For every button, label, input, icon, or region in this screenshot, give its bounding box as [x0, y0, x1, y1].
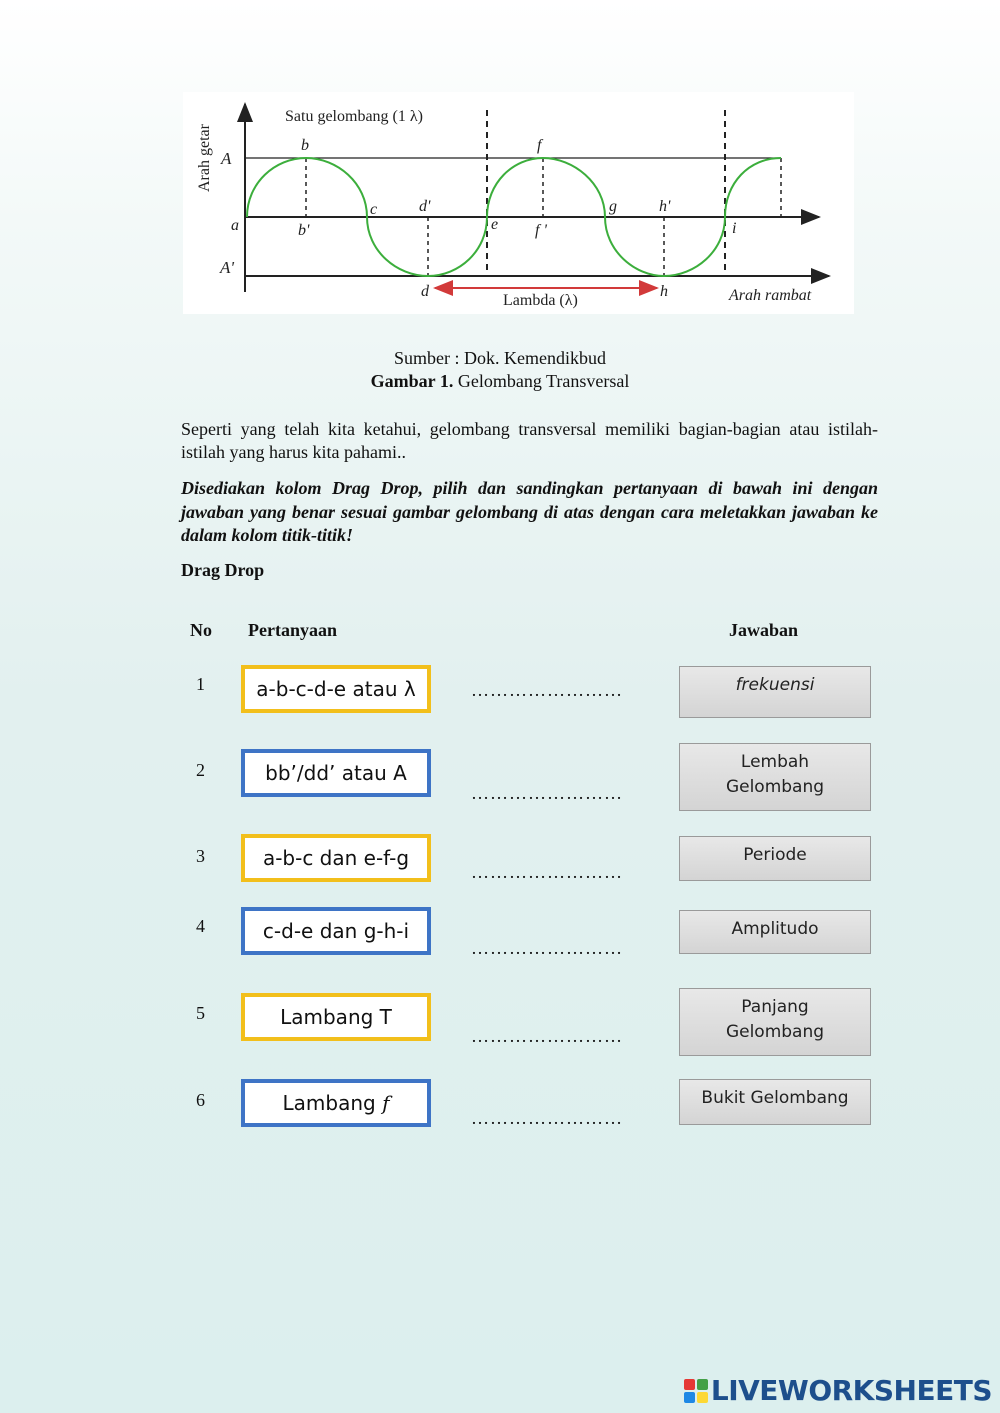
caption-title	[0, 370, 1000, 393]
label-e: e	[491, 216, 499, 233]
answer-label: Periode	[743, 845, 807, 865]
label-h-prime: h'	[659, 198, 671, 215]
answer-drop-zone[interactable]: ……………………	[471, 862, 623, 882]
row-number: 1	[196, 674, 205, 694]
label-b: b	[301, 137, 309, 154]
label-i: i	[732, 220, 737, 237]
answer-tile[interactable]	[679, 743, 871, 811]
caption-text: Gelombang Transversal	[457, 371, 630, 391]
row-number: 5	[196, 1003, 205, 1023]
row-number: 2	[196, 760, 205, 780]
question-box: c-d-e dan g-h-i	[241, 907, 431, 955]
header-question: Pertanyaan	[248, 620, 337, 640]
logo-square	[697, 1392, 708, 1403]
figure-caption	[0, 347, 1000, 393]
label-a: a	[231, 217, 239, 234]
instruction-paragraph: Disediakan kolom Drag Drop, pilih dan sandingkan pertanyaan di bawah ini dengan jawaban yang benar sesuai gambar gelombang di atas dengan cara meletakkan jawaban ke dalam kolom titik-titik!	[181, 478, 878, 545]
question-box	[241, 1079, 431, 1127]
intro-paragraph: Seperti yang telah kita ketahui, gelombang transversal memiliki bagian-bagian atau istilah-istilah yang harus kita pahami..	[181, 419, 878, 462]
answer-label: frekuensi	[735, 675, 815, 695]
label-g: g	[609, 198, 617, 215]
header-no: No	[190, 620, 212, 640]
answer-drop-zone[interactable]: ……………………	[471, 1026, 623, 1046]
label-f-prime: f '	[535, 222, 547, 239]
label-c: c	[370, 201, 378, 218]
answer-label-line1: Panjang	[741, 997, 809, 1017]
answer-tile[interactable]	[679, 1079, 871, 1125]
answer-drop-zone[interactable]: ……………………	[471, 783, 623, 803]
answer-tile[interactable]	[679, 988, 871, 1056]
answer-drop-zone[interactable]: ……………………	[471, 938, 623, 958]
x-axis-label: Arah rambat	[729, 287, 812, 304]
question-variable: f	[382, 1091, 390, 1115]
brand-name: LIVEWORKSHEETS	[710, 1374, 992, 1407]
question-text: Lambang	[282, 1091, 376, 1115]
answer-label-line2: Gelombang	[725, 777, 825, 797]
answer-label-line2: Gelombang	[725, 1022, 825, 1042]
answer-label-line1: Lembah	[740, 752, 810, 772]
caption-label: Gambar 1.	[370, 371, 454, 391]
label-A-prime: A'	[220, 258, 235, 277]
row-number: 4	[196, 916, 205, 936]
answer-tile[interactable]	[679, 836, 871, 881]
lambda-label: Lambda (λ)	[503, 292, 578, 309]
label-d: d	[421, 283, 429, 300]
question-box: bb’/dd’ atau A	[241, 749, 431, 797]
y-axis-label: Arah getar	[196, 124, 213, 192]
label-f: f	[537, 137, 542, 154]
logo-square	[684, 1392, 695, 1403]
row-number: 6	[196, 1090, 205, 1110]
answer-label: Bukit Gelombang	[701, 1088, 849, 1108]
wave-figure	[183, 92, 854, 314]
row-number: 3	[196, 846, 205, 866]
label-A: A	[221, 149, 232, 168]
question-box: a-b-c-d-e atau λ	[241, 665, 431, 713]
wave-diagram	[183, 92, 854, 314]
answer-tile[interactable]	[679, 910, 871, 954]
answer-drop-zone[interactable]: ……………………	[471, 1108, 623, 1128]
question-box: Lambang T	[241, 993, 431, 1041]
answer-drop-zone[interactable]: ……………………	[471, 680, 623, 700]
answer-label: Amplitudo	[731, 919, 819, 939]
label-b-prime: b'	[298, 222, 310, 239]
one-wave-label: Satu gelombang (1 λ)	[285, 108, 423, 125]
liveworksheets-logo	[684, 1374, 992, 1407]
header-answer: Jawaban	[729, 620, 799, 640]
label-h: h	[660, 283, 668, 300]
question-box: a-b-c dan e-f-g	[241, 834, 431, 882]
section-title: Drag Drop	[181, 560, 265, 580]
logo-square	[697, 1379, 708, 1390]
caption-source: Sumber : Dok. Kemendikbud	[394, 348, 606, 368]
label-d-prime: d'	[419, 198, 431, 215]
answer-tile[interactable]	[679, 666, 871, 718]
logo-square	[684, 1379, 695, 1390]
liveworksheets-logo-icon	[684, 1379, 708, 1403]
